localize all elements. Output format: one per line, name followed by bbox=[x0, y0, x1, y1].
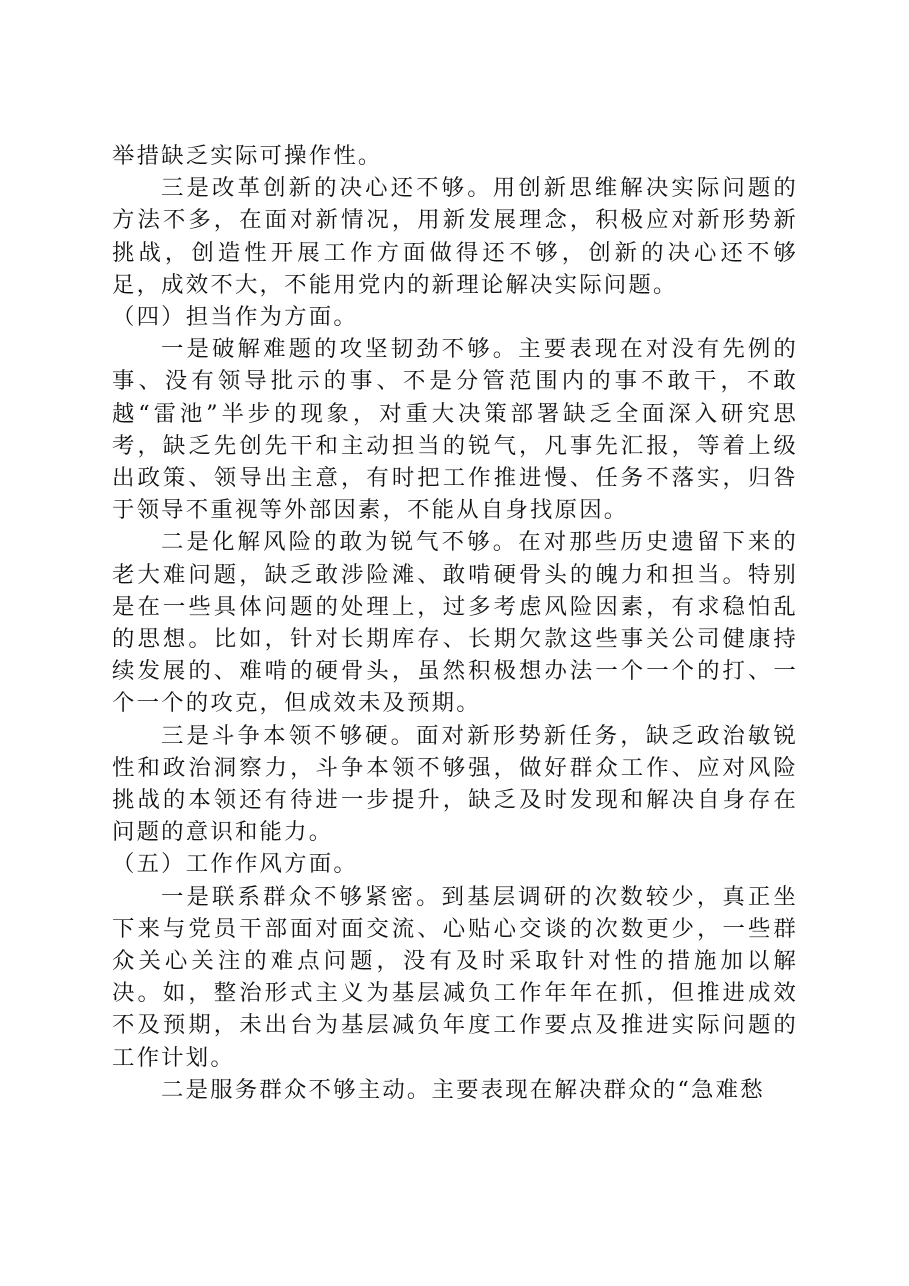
paragraph-risk-resolution: 二是化解风险的敢为锐气不够。在对那些历史遗留下来的老大难问题，缺乏敢涉险滩、敢啃硬骨头的魄力和担当。特别是在一些具体问题的处理上，过多考虑风险因素，有求稳怕乱的思想。比如，针对长期库存、长期欠款这些事关公司健康持续发展的、难啃的硬骨头，虽然积极想办法一个一个的打、一个一个的攻克，但成效未及预期。 bbox=[112, 529, 798, 717]
paragraph-struggle-ability: 三是斗争本领不够硬。面对新形势新任务，缺乏政治敏锐性和政治洞察力，斗争本领不够强，做好群众工作、应对风险挑战的本领还有待进一步提升，缺乏及时发现和解决自身存在问题的意识和能力。 bbox=[112, 722, 798, 846]
paragraph-solving-problems: 一是破解难题的攻坚韧劲不够。主要表现在对没有先例的事、没有领导批示的事、不是分管范围内的事不敢干，不敢越“雷池”半步的现象，对重大决策部署缺乏全面深入研究思考，缺乏先创先干和主动担当的锐气，凡事先汇报，等着上级出政策、领导出主意，有时把工作推进慢、任务不落实，归咎于领导不重视等外部因素，不能从自身找原因。 bbox=[112, 336, 798, 524]
paragraph-serve-masses: 二是服务群众不够主动。主要表现在解决群众的“急难愁 bbox=[161, 1076, 765, 1103]
paragraph-continuation: 举措缺乏实际可操作性。 bbox=[112, 143, 383, 169]
section-heading-responsibility: （四）担当作为方面。 bbox=[112, 304, 358, 331]
document-body bbox=[112, 140, 798, 1106]
paragraph-contact-masses: 一是联系群众不够紧密。到基层调研的次数较少，真正坐下来与党员干部面对面交流、心贴心交谈的次数更少，一些群众关心关注的难点问题，没有及时采取针对性的措施加以解决。如，整治形式主义为基层减负工作年年在抓，但推进成效不及预期，未出台为基层减负年度工作要点及推进实际问题的工作计划。 bbox=[112, 883, 798, 1071]
paragraph-reform-innovation: 三是改革创新的决心还不够。用创新思维解决实际问题的方法不多，在面对新情况，用新发展理念，积极应对新形势新挑战，创造性开展工作方面做得还不够，创新的决心还不够足，成效不大，不能用党内的新理论解决实际问题。 bbox=[112, 175, 798, 298]
section-heading-work-style: （五）工作作风方面。 bbox=[112, 851, 358, 878]
